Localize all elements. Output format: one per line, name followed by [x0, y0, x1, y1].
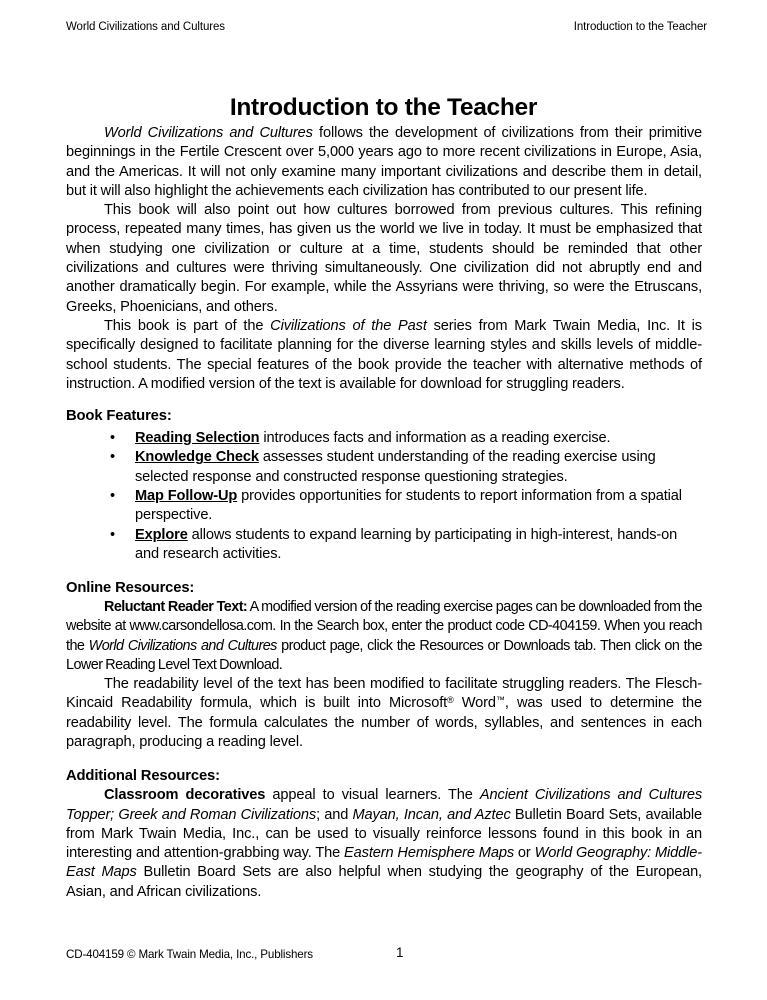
book-title-italic: World Civilizations and Cultures: [104, 125, 313, 141]
decoratives-text-b: ; and: [316, 806, 353, 823]
readability-text-a: The readability level of the text has been modified to facilitate struggling readers. The Flesch-Kincaid Readability formula, which is built into Microsoft: [66, 676, 702, 712]
paragraph-intro-rest: follows the development of civilizations from their primitive beginnings in the Fertile Crescent over 5,000 years ago to more recent civilizations in Europe, Asia, and the Americas. It will not only examine many important civilizations and describe them in detail, but it will also highlight the achievements each civilization has contributed to our present life.: [66, 125, 702, 199]
feature-term: Explore: [135, 526, 188, 543]
series-title-italic: Civilizations of the Past: [270, 317, 427, 334]
product-title-italic: Eastern Hemisphere Maps: [344, 845, 515, 862]
feature-description: allows students to expand learning by participating in high-interest, hands-on and research activities.: [135, 526, 678, 562]
readability-text-b: Word: [453, 695, 496, 712]
product-title-italic: Ancient Civilizations and Cultures Topper; Greek and Roman Civilizations: [66, 787, 703, 823]
paragraph-borrowed-cultures: This book will also point out how cultures borrowed from previous cultures. This refining process, repeated many times, has given us the world we live in today. It must be emphasized that when studying one civilization or culture at a time, students should be reminded that other civilizations and cultures were thriving simultaneously. One civilization did not abruptly end and another dramatically begin. For example, while the Assyrians were thriving, so were the Etruscans, Greeks, Phoenicians, and others.: [66, 202, 702, 315]
decoratives-text-c: Bulletin Board Sets, available from Mark Twain Media, Inc., can be used to visually reinforce lessons found in this book in an interesting and attention-grabbing way. The: [66, 806, 702, 862]
feature-term: Knowledge Check: [135, 449, 259, 466]
feature-description: provides opportunities for students to report information from a spatial perspective.: [135, 488, 682, 524]
list-item: [110, 448, 702, 487]
list-item: [110, 526, 702, 565]
paragraph-classroom-decoratives: [66, 786, 702, 902]
bullet-icon: •: [110, 449, 115, 466]
bullet-icon: •: [110, 488, 115, 505]
reluctant-reader-term: Reluctant Reader Text:: [104, 599, 248, 616]
bullet-icon: •: [110, 430, 115, 447]
running-head-left: World Civilizations and Cultures: [66, 21, 225, 33]
product-title-italic: Mayan, Incan, and Aztec: [352, 806, 511, 823]
list-item: [110, 487, 702, 526]
feature-description: assesses student understanding of the reading exercise using selected response and constructed response questioning strategies.: [135, 449, 656, 485]
paragraph-readability: [66, 675, 702, 752]
feature-term: Map Follow-Up: [135, 488, 238, 505]
book-features-list: [66, 429, 702, 564]
reluctant-reader-text-a: A modified version of the reading exercise pages can be downloaded from the website at www.carsondellosa.com. In the Search box, enter the product code CD-404159. When you reach the: [66, 599, 703, 654]
document-body: [66, 124, 702, 902]
decoratives-text-d: or: [514, 845, 535, 862]
running-head: [66, 20, 707, 34]
book-title-italic: World Civilizations and Cultures: [88, 637, 277, 654]
heading-additional-resources: Additional Resources:: [66, 768, 220, 785]
paragraph-series-info: [66, 317, 702, 394]
list-item: [110, 429, 702, 448]
decoratives-text-e: Bulletin Board Sets are also helpful when studying the geography of the European, Asian, and African civilizations.: [66, 864, 702, 900]
paragraph-intro: [66, 124, 702, 201]
series-text-b: series from Mark Twain Media, Inc. It is specifically designed to facilitate planning for the diverse learning styles and skills levels of middle-school students. The special features of the book provide the teacher with alternative methods of instruction. A modified version of the text is available for download for struggling readers.: [66, 317, 702, 392]
footer-credit: CD-404159 © Mark Twain Media, Inc., Publishers: [66, 948, 313, 961]
running-head-right: Introduction to the Teacher: [573, 21, 707, 33]
page-number: 1: [396, 945, 404, 960]
spacer: [66, 394, 702, 407]
page-title: Introduction to the Teacher: [229, 94, 538, 122]
paragraph-reluctant-reader: [66, 598, 702, 675]
readability-text-c: , was used to determine the readability level. The formula calculates the number of words, syllables, and sentences in each paragraph, producing a reading level.: [66, 695, 702, 750]
series-text-a: This book is part of the: [104, 317, 271, 334]
heading-online-resources: Online Resources:: [66, 580, 195, 597]
registered-trademark-icon: ®: [447, 695, 454, 706]
spacer: [66, 752, 702, 767]
heading-book-features: Book Features:: [66, 408, 172, 425]
decoratives-text-a: appeal to visual learners. The: [265, 787, 480, 804]
spacer: [66, 564, 702, 579]
feature-term: Reading Selection: [135, 430, 260, 447]
trademark-icon: ™: [495, 695, 505, 706]
bullet-icon: •: [110, 526, 115, 543]
feature-description: introduces facts and information as a reading exercise.: [259, 430, 611, 447]
classroom-decoratives-term: Classroom decoratives: [104, 787, 266, 804]
product-title-italic: World Geography: Middle-East Maps: [66, 845, 703, 881]
reluctant-reader-text-b: product page, click the Resources or Downloads tab. Then click on the Lower Reading Level Text Download.: [66, 637, 702, 673]
